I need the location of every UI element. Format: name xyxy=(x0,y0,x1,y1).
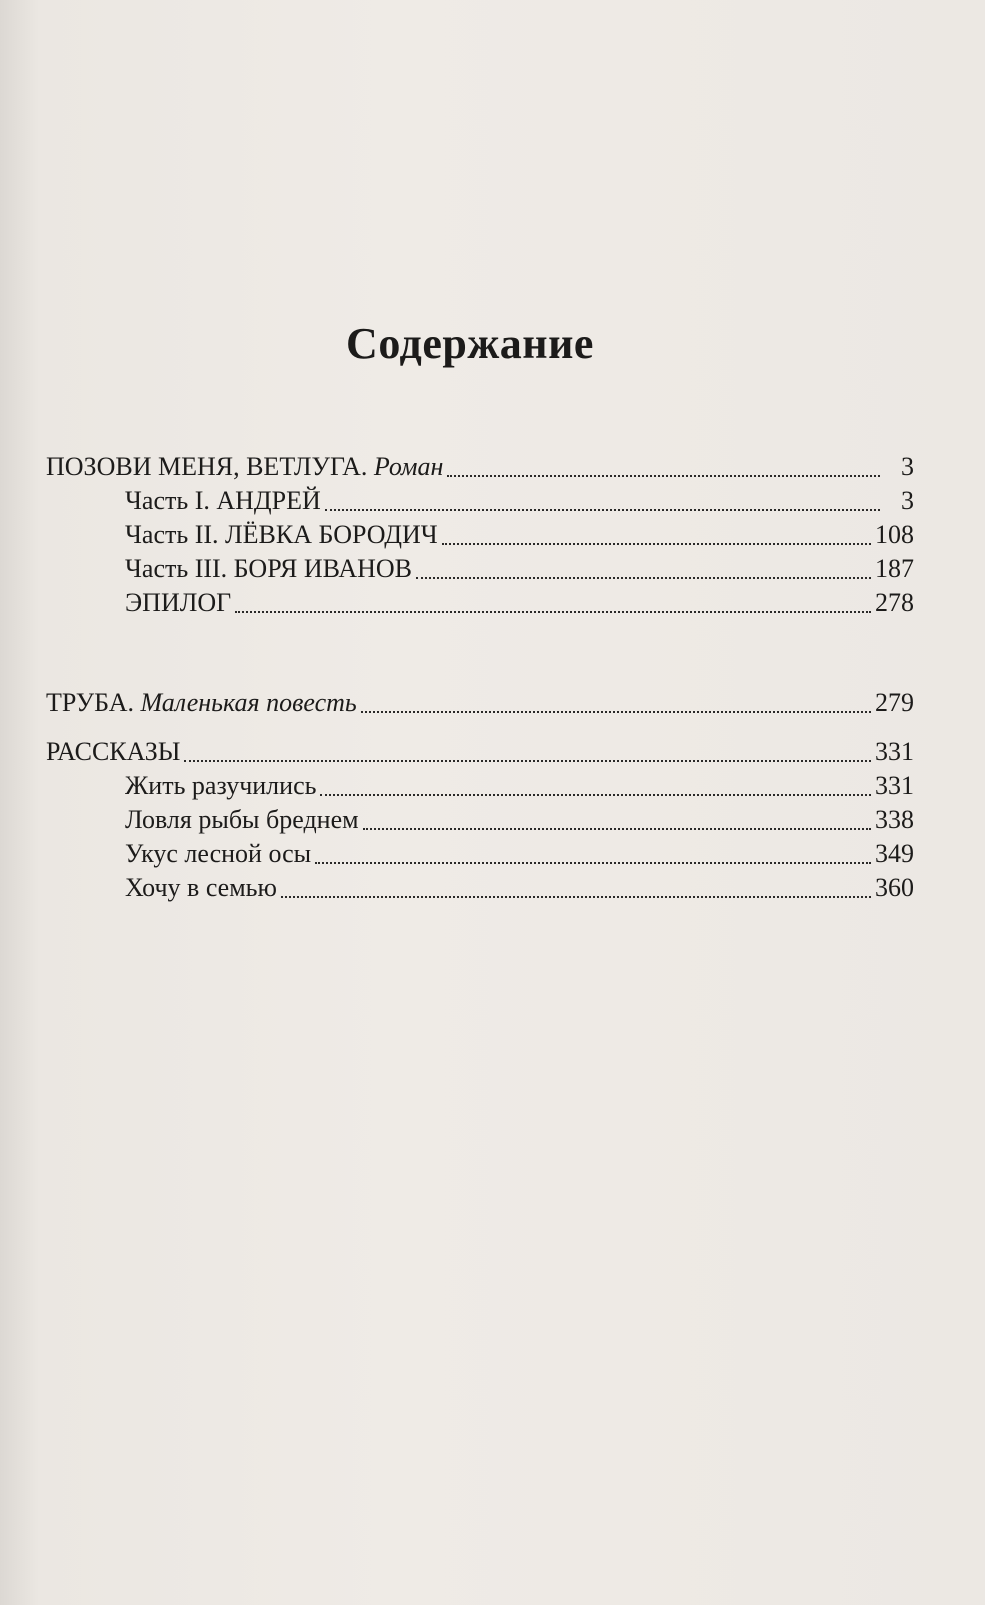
toc-entry-label: Часть III. БОРЯ ИВАНОВ xyxy=(125,554,413,583)
toc-entry-story-1 xyxy=(46,769,914,803)
toc-entry-story-2 xyxy=(46,803,914,837)
toc-entry-label: Ловля рыбы бреднем xyxy=(125,805,359,834)
toc-entry-label: ЭПИЛОГ xyxy=(125,588,232,617)
toc-entry-part-1 xyxy=(46,484,914,518)
toc-page-number: 3 xyxy=(901,486,914,515)
dot-leader xyxy=(325,509,880,511)
dot-leader xyxy=(447,475,880,477)
toc-page-number: 360 xyxy=(875,873,914,902)
toc-entry-story-3 xyxy=(46,837,914,871)
toc-entry-genre: Маленькая повесть xyxy=(140,688,357,717)
toc-page-number: 187 xyxy=(875,554,914,583)
dot-leader xyxy=(363,828,871,830)
toc-entry-label: ПОЗОВИ МЕНЯ, ВЕТЛУГА. Роман xyxy=(46,452,444,481)
toc-page-number: 338 xyxy=(875,805,914,834)
toc-page-number: 331 xyxy=(875,737,914,766)
toc-entry-novel xyxy=(46,450,914,484)
section-spacer xyxy=(46,620,914,686)
toc-entry-label: РАССКАЗЫ xyxy=(46,737,181,766)
dot-leader xyxy=(416,577,871,579)
toc-entry-novella xyxy=(46,686,914,720)
dot-leader xyxy=(315,862,871,864)
toc-entry-label: ТРУБА. Маленькая повесть xyxy=(46,688,357,717)
toc-entry-label: Хочу в семью xyxy=(125,873,277,902)
toc-entry-label: Укус лесной осы xyxy=(125,839,312,868)
toc-page-number: 278 xyxy=(875,588,914,617)
toc-entry-story-4 xyxy=(46,871,914,905)
toc-entry-part-2 xyxy=(46,518,914,552)
toc-page-number: 279 xyxy=(875,688,914,717)
toc-page-number: 349 xyxy=(875,839,914,868)
dot-leader xyxy=(281,896,871,898)
page-title: Содержание xyxy=(346,319,594,368)
dot-leader xyxy=(361,711,871,713)
toc-page-number: 108 xyxy=(875,520,914,549)
toc-page-number: 331 xyxy=(875,771,914,800)
toc-entry-label: Жить разучились xyxy=(125,771,317,800)
dot-leader xyxy=(442,543,871,545)
toc-entry-label: Часть II. ЛЁВКА БОРОДИЧ xyxy=(125,520,438,549)
toc-entry-part-3 xyxy=(46,552,914,586)
table-of-contents xyxy=(46,450,914,905)
dot-leader xyxy=(184,760,871,762)
toc-entry-epilogue xyxy=(46,586,914,620)
section-spacer xyxy=(46,720,914,735)
toc-entry-genre: Роман xyxy=(373,452,444,481)
toc-entry-stories xyxy=(46,735,914,769)
toc-entry-label: Часть I. АНДРЕЙ xyxy=(125,486,321,515)
dot-leader xyxy=(235,611,871,613)
toc-page-number: 3 xyxy=(901,452,914,481)
dot-leader xyxy=(320,794,871,796)
